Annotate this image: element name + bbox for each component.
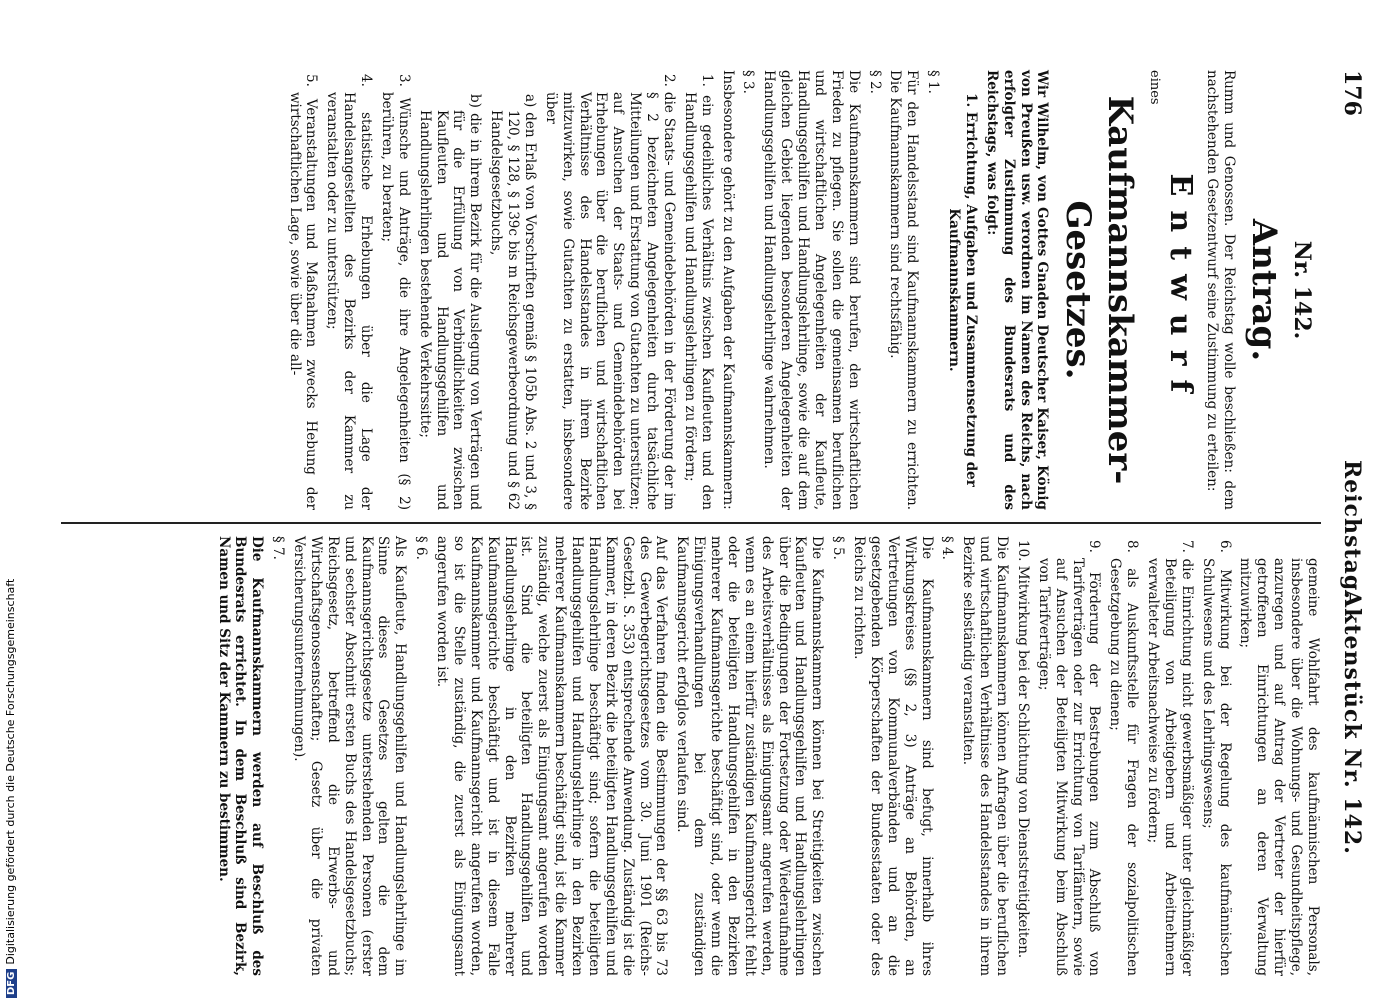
- paragraph-1-label: § 1.: [925, 70, 942, 94]
- aktenstueck-label: Aktenstück Nr. 142.: [1339, 590, 1365, 855]
- digitization-credit: [4, 0, 17, 998]
- list-item: 6. Mitwirkung bei der Regelung des kaufmännischen Schulwesens und des Lehrlingswesens;: [1199, 540, 1233, 976]
- gesetz-title: Kaufmannskammer-Gesetzes.: [1058, 95, 1141, 485]
- list-subitem: b) die in ihrem Bezirk für die Auslegung von Verträgen und für die Erfüllung von Verbindlichkeiten zwischen Kaufleuten und Handlungsgehilfen und Handlungslehrlingen bestehende Verkehrssitte;: [416, 94, 484, 510]
- paragraph-3-text: Insbesondere gehört zu den Aufgaben der Kaufmannskammern:: [719, 70, 736, 510]
- credit-text: Digitalisierung gefördert durch die Deutsche Forschungsgemeinschaft: [4, 578, 17, 965]
- paragraph-7-text: Die Kaufmannskammern werden auf Beschluß des Bundesrats errichtet. In dem Beschluß sind Bezirk, Namen und Sitz der Kammern zu bestimmen.: [215, 536, 266, 976]
- paragraph-3-label: § 3.: [740, 70, 757, 94]
- right-column: [211, 536, 1321, 976]
- list-item: 1. ein gedeihliches Verhältnis zwischen Kaufleuten und den Handlungsgehilfen und Handlungslehrlingen zu fördern;: [681, 74, 715, 510]
- running-title: Reichstag.: [1339, 460, 1365, 600]
- list-item: 10. Mitwirkung bei der Schlichtung von Dienststreitigkeiten.: [1015, 540, 1031, 959]
- list-item: 4. statistische Erhebungen über die Lage der Handelsangestellten des Bezirks der Kammer zu veranstalten oder zu unterstützen;: [324, 74, 375, 510]
- entwurf-title: Entwurf: [1163, 173, 1199, 407]
- paragraph-4-label: § 4.: [939, 536, 956, 560]
- list-item: 5. Veranstaltungen und Maßnahmen zwecks Hebung der wirtschaftlichen Lage, sowie über die all-: [286, 74, 320, 510]
- column-divider: [61, 522, 1321, 524]
- left-column: [282, 70, 1321, 510]
- antrag-title: Antrag.: [1244, 218, 1285, 362]
- paragraph-2-label: § 2.: [866, 70, 883, 94]
- paragraph-4-text: Die Kaufmannskammern sind befugt, innerhalb ihres Wirkungskreises (§§ 2, 3) Anträge an Behörden, an Vertretungen von Kommunalverbänden und an die gesetzgebenden Körperschaften der Bundesstaaten oder des Reichs zu richten.: [851, 536, 935, 976]
- paragraph-5-label: § 5.: [830, 536, 847, 560]
- list-item: 8. als Auskunftsstelle für Fragen der sozialpolitischen Gesetzgebung zu dienen;: [1107, 540, 1141, 976]
- list-subitem: a) den Erlaß von Vorschriften gemäß § 105b Abs. 2 und 3, § 120, § 128, § 139c bis m Reichsgewerbeordnung und § 62 Handelsgesetzbuchs,: [488, 94, 538, 510]
- list-item: 2. die Staats- und Gemeindebehörden in der Förderung der im § 2 bezeichneten Angelegenheiten durch tatsächliche Mitteilungen und Erstattung von Gutachten zu unterstützen; auf Ansuchen der Staats- und Gemeindebehörden bei Erhebungen über die beruflichen und wirtschaftlichen Verhältnisse des Handelsstandes in ihrem Bezirke mitzuwirken, sowie Gutachten zu erstatten, insbesondere über: [542, 74, 677, 510]
- preamble: Wir Wilhelm, von Gottes Gnaden Deutscher Kaiser, König von Preußen usw. verordnen im Namen des Reichs, nach erfolgter Zustimmung des Bundesrats und des Reichstags, was folgt:: [983, 70, 1051, 510]
- eines-text: eines: [1146, 70, 1162, 105]
- paragraph-1-text: Für den Handelsstand sind Kaufmannskammern zu errichten. Die Kaufmannskammern sind rechtsfähig.: [887, 70, 921, 510]
- list-item: 3. Wünsche und Anträge, die ihre Angelegenheiten (§ 2) berühren, zu beraten;: [379, 74, 412, 510]
- intro-text: Rumm und Genossen. Der Reichstag wolle beschließen: dem nachstehenden Gesetzentwurf seine Zustimmung zu erteilen:: [1204, 70, 1237, 510]
- page-header: [1325, 70, 1365, 950]
- list-item: 9. Förderung der Bestrebungen zum Abschluß von Tarifverträgen oder zur Errichtung von Tarifämtern, sowie auf Ansuchen der Beteiligten Mitwirkung beim Abschluß von Tarifverträgen;: [1035, 540, 1103, 976]
- continuation-text: gemeine Wohlfahrt des kaufmännischen Personals, insbesondere über die Wohnungs- und Gesundheitspflege, anzuregen und auf Antrag der Vertreter der hierfür getroffenen Einrichtungen an deren Verwaltung mitzuwirken;: [1237, 558, 1321, 976]
- paragraph-6-text: Als Kaufleute, Handlungsgehilfen und Handlungslehrlinge im Sinne dieses Gesetzes gelten die dem Kaufmannsgerichtsgesetze unterstehenden Personen (erster und sechster Abschnitt ersten Buchs des Handelsgesetzbuchs; Reichsgesetz, betreffend die Erwerbs- und Wirtschaftsgenossenschaften; Gesetz über die privaten Versicherungsunternehmungen).: [291, 536, 409, 976]
- paragraph-6-label: § 6.: [413, 536, 430, 560]
- after-list-text: Die Kaufmannskammern können Anfragen über die beruflichen und wirtschaftlichen Verhältnisse des Handelsstandes in ihrem Bezirke selbständig veranstalten.: [960, 536, 1011, 976]
- document-number: Nr. 142.: [1289, 240, 1315, 340]
- dfg-logo: DFG: [6, 969, 17, 998]
- paragraph-5-text: Die Kaufmannskammern können bei Streitigkeiten zwischen Kaufleuten und Handlungsgehilfen und Handlungslehrlingen über die Bedingungen der Fortsetzung oder Wiederaufnahme des Arbeitsverhältnisses als Einigungsamt angerufen werden, wenn es an einem hierfür zuständigen Kaufmannsgericht fehlt oder die beteiligten Handlungsgehilfen in den Bezirken mehrerer Kaufmannsgerichte beschäftigt sind, oder wenn die Einigungsverhandlungen bei dem zuständigen Kaufmannsgericht erfolglos verlaufen sind.: [674, 536, 826, 976]
- section-heading-1: 1. Errichtung, Aufgaben und Zusammensetzung der Kaufmannskammern.: [946, 93, 979, 487]
- paragraph-5-text-2: Auf das Verfahren finden die Bestimmungen der §§ 63 bis 73 des Gewerbegerichtsgesetzes vom 30. Juni 1901 (Reichs-Gesetzbl. S. 353) entsprechende Anwendung. Zuständig ist die Kammer, in deren Bezirk die beteiligten Handlungsgehilfen und Handlungslehrlinge beschäftigt sind; sofern die beteiligten Handlungsgehilfen und Handlungslehrlinge in den Bezirken mehrerer Kaufmannskammern beschäftigt sind, ist die Kammer zuständig, welche zuerst als Einigungsamt angerufen worden ist. Sind die beteiligten Handlungsgehilfen und Handlungslehrlinge in den Bezirken mehrerer Kaufmannsgerichte beschäftigt und ist in diesem Falle Kaufmannskammer und Kaufmannsgericht angerufen worden, so ist die Stelle zuständig, die zuerst als Einigungsamt angerufen worden ist.: [434, 536, 670, 976]
- paragraph-7-label: § 7.: [270, 536, 287, 560]
- paragraph-2-text: Die Kaufmannskammern sind berufen, den wirtschaftlichen Frieden zu pflegen. Sie sollen die gemeinsamen beruflichen und wirtschaftlichen Angelegenheiten der Kaufleute, Handlungsgehilfen und Handlungslehrlinge, sowie die auf dem gleichen Gebiet liegenden besonderen Angelegenheiten der Handlungsgehilfen und Handlungslehrlinge wahrnehmen.: [761, 70, 862, 510]
- page-number: 176: [1339, 70, 1365, 116]
- list-item: 7. die Einrichtung nicht gewerbsmäßiger unter gleichmäßiger Beteiligung von Arbeitgebern und Arbeitnehmern verwalteter Arbeitsnachweise zu fördern;: [1145, 540, 1195, 976]
